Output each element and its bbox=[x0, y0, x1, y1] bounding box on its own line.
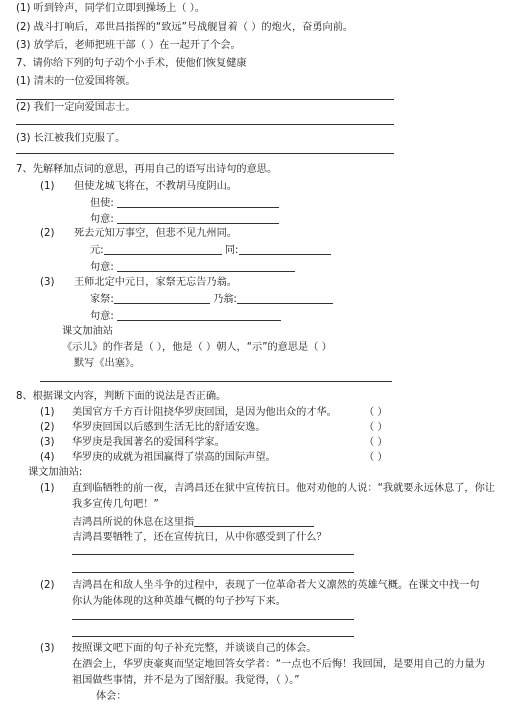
answer-blank[interactable] bbox=[237, 293, 333, 304]
answer-blank[interactable] bbox=[117, 261, 295, 272]
poem-2-line: 死去元知万事空，但悲不见九州同。 bbox=[74, 228, 237, 239]
judge-item-2-number: (2) bbox=[40, 422, 55, 433]
answer-line[interactable] bbox=[16, 124, 394, 125]
answer-blank[interactable] bbox=[117, 213, 279, 224]
extra-section-title-2: 课文加油站: bbox=[28, 467, 83, 478]
poem-2-meaning-label: 句意: bbox=[90, 261, 295, 274]
sentence-item-3: (3) 长江被我们克服了。 bbox=[16, 133, 126, 144]
fill-question-3: (3) 放学后，老师把班干部（ ）在一起开了个会。 bbox=[16, 40, 241, 51]
judge-item-4-number: (4) bbox=[40, 452, 55, 463]
answer-blank[interactable] bbox=[117, 197, 279, 208]
poem-3-word-labels: 家祭: 乃翁: bbox=[90, 293, 333, 306]
section-7b-heading: 7、先解释加点词的意思，再用自己的语写出诗句的意思。 bbox=[16, 164, 278, 175]
answer-line[interactable] bbox=[72, 619, 354, 620]
fill-question-2: (2) 战斗打响后，邓世昌指挥的“致远”号战舰冒着（ ）的炮火，奋勇向前。 bbox=[16, 22, 354, 33]
poem-2-word-labels: 元: 同: bbox=[90, 244, 331, 257]
reading-2-number: (2) bbox=[40, 580, 55, 591]
answer-line[interactable] bbox=[40, 381, 392, 382]
section-8-heading: 8、根据课文内容，判断下面的说法是否正确。 bbox=[16, 391, 227, 402]
poem-1-number: (1) bbox=[40, 181, 55, 192]
poem-2-number: (2) bbox=[40, 228, 55, 239]
reading-3-line-2: 在酒会上，华罗庚豪爽而坚定地回答女学者：“一点也不后悔！我回国，是要用自己的力量为 bbox=[72, 659, 485, 670]
answer-line[interactable] bbox=[72, 572, 354, 573]
answer-line[interactable] bbox=[16, 99, 394, 100]
reading-1-question-2: 吉鸿昌要牺牲了，还在宣传抗日，从中你感受到了什么？ bbox=[72, 532, 327, 543]
answer-line[interactable] bbox=[72, 636, 354, 637]
reading-3-line-1: 按照课文吧下面的句子补充完整，并谈谈自己的体会。 bbox=[72, 643, 317, 654]
judge-item-1-number: (1) bbox=[40, 407, 55, 418]
reading-2-line-1: 吉鸿昌在和敌人坐斗争的过程中，表现了一位革命者大义凛然的英雄气概。在课文中找一句 bbox=[72, 580, 480, 591]
judge-item-3-text: 华罗庚是我国著名的爱国科学家。 bbox=[72, 437, 225, 448]
judge-item-2-mark[interactable]: （ ） bbox=[364, 422, 388, 433]
answer-blank[interactable] bbox=[117, 310, 281, 321]
reading-3-reflection-label: 体会： bbox=[96, 691, 127, 702]
extra-section-title: 课文加油站 bbox=[62, 326, 113, 337]
recite-instruction: 默写《出塞》。 bbox=[74, 358, 141, 369]
section-7a-heading: 7、请你给下列的句子动个小手术，使他们恢复健康 bbox=[16, 58, 247, 69]
judge-item-3-mark[interactable]: （ ） bbox=[364, 437, 388, 448]
judge-item-4-mark[interactable]: （ ） bbox=[364, 452, 388, 463]
reading-1-question-1: 吉鸿昌所说的休息在这里指 bbox=[72, 516, 314, 529]
reading-3-line-3: 祖国做些事情，并不是为了图舒服。我觉得，（ ）。” bbox=[72, 675, 300, 686]
answer-blank[interactable] bbox=[114, 293, 210, 304]
poem-1-meaning-label: 句意: bbox=[90, 213, 279, 226]
reading-1-line-1: 直到临牺牲的前一夜，吉鸿昌还在狱中宣传抗日。他对劝他的人说：“我就要永远休息了，你让 bbox=[72, 483, 495, 494]
sentence-item-2: (2) 我们一定向爱国志士。 bbox=[16, 102, 136, 113]
poem-3-line: 王师北定中元日，家祭无忘告乃翁。 bbox=[74, 277, 237, 288]
answer-line[interactable] bbox=[72, 554, 354, 555]
judge-item-3-number: (3) bbox=[40, 437, 55, 448]
reading-2-line-2: 你认为能体现的这种英雄气概的句子抄写下来。 bbox=[72, 596, 286, 607]
poem-3-number: (3) bbox=[40, 277, 55, 288]
judge-item-4-text: 华罗庚的成就为祖国赢得了崇高的国际声望。 bbox=[72, 452, 276, 463]
answer-blank[interactable] bbox=[104, 244, 222, 255]
judge-item-1-text: 美国官方千方百计阻挠华罗庚回国，是因为他出众的才华。 bbox=[72, 407, 337, 418]
answer-blank[interactable] bbox=[239, 244, 331, 255]
answer-blank[interactable] bbox=[194, 516, 314, 527]
poem-1-line: 但使龙城飞将在，不教胡马度阴山。 bbox=[74, 181, 237, 192]
judge-item-1-mark[interactable]: （ ） bbox=[364, 407, 388, 418]
reading-3-number: (3) bbox=[40, 643, 55, 654]
judge-item-2-text: 华罗庚回国以后感到生活无比的舒适安逸。 bbox=[72, 422, 266, 433]
sentence-item-1: (1) 清末的一位爱国将领。 bbox=[16, 76, 136, 87]
answer-line[interactable] bbox=[16, 153, 394, 154]
fill-question-1: (1) 听到铃声，同学们立即到操场上（ ）。 bbox=[16, 3, 205, 14]
author-fill-question: 《示儿》的作者是（ ），他是（ ）朝人，“示”的意思是（ ） bbox=[62, 342, 332, 353]
poem-3-meaning-label: 句意: bbox=[90, 310, 281, 323]
reading-1-number: (1) bbox=[40, 483, 55, 494]
poem-1-word-label: 但使: bbox=[90, 197, 279, 210]
reading-1-line-2: 我多宣传几句吧！” bbox=[72, 499, 159, 510]
